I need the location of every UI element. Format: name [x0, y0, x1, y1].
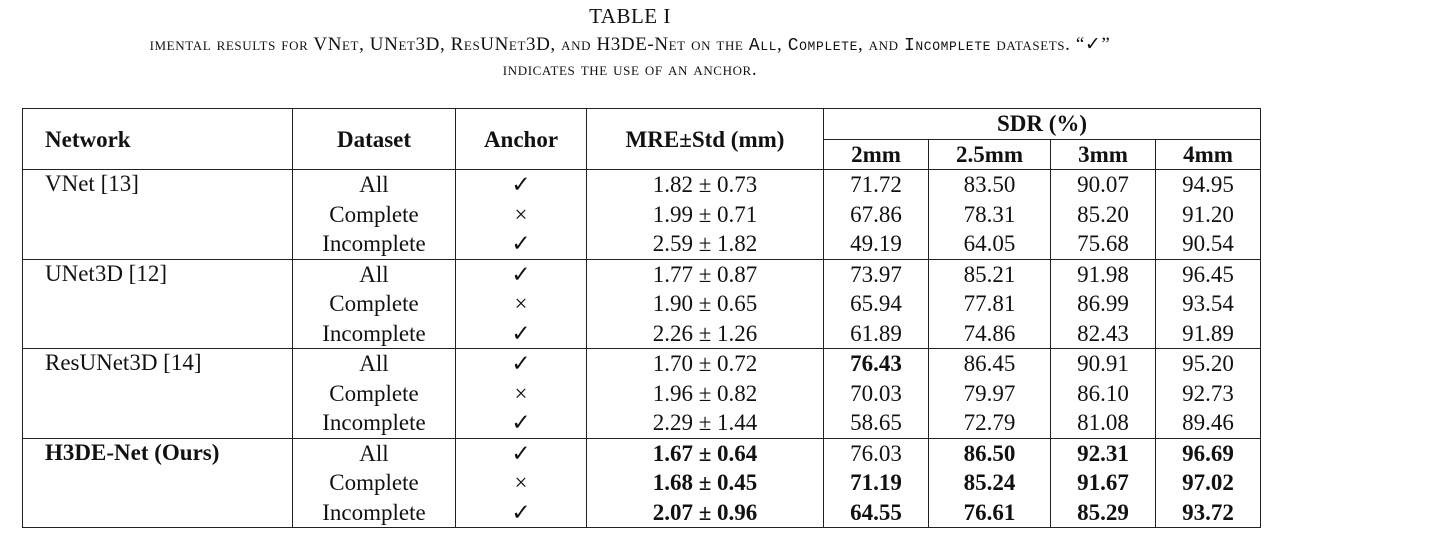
- table-row: [23, 259, 1261, 289]
- dataset-name-complete: Complete: [787, 36, 858, 56]
- sdr-cell: 71.19: [824, 468, 929, 498]
- sdr-cell: 86.99: [1051, 289, 1156, 319]
- sdr-cell: 78.31: [929, 200, 1051, 230]
- mre-cell: 1.77 ± 0.87: [587, 259, 824, 289]
- dataset-cell: All: [293, 170, 456, 200]
- header-sdr-2-5mm: 2.5mm: [929, 139, 1051, 170]
- sdr-cell: 86.50: [929, 438, 1051, 468]
- sdr-cell: 85.29: [1051, 498, 1156, 528]
- dataset-name-all: All: [748, 36, 778, 56]
- sdr-cell: 61.89: [824, 319, 929, 349]
- network-name: UNet3D [12]: [23, 259, 293, 349]
- sdr-cell: 94.95: [1156, 170, 1261, 200]
- table-row: [23, 170, 1261, 200]
- mre-cell: 1.67 ± 0.64: [587, 438, 824, 468]
- sdr-cell: 75.68: [1051, 229, 1156, 259]
- caption-line-1: [150, 33, 1111, 56]
- sdr-cell: 90.07: [1051, 170, 1156, 200]
- dataset-cell: All: [293, 349, 456, 379]
- sdr-cell: 77.81: [929, 289, 1051, 319]
- sdr-cell: 49.19: [824, 229, 929, 259]
- sdr-cell: 85.24: [929, 468, 1051, 498]
- anchor-cell: ✓: [456, 319, 587, 349]
- sdr-cell: 93.54: [1156, 289, 1261, 319]
- header-sdr: SDR (%): [824, 109, 1261, 140]
- caption-sep-2: , and: [857, 34, 904, 55]
- sdr-cell: 76.61: [929, 498, 1051, 528]
- sdr-cell: 64.55: [824, 498, 929, 528]
- header-dataset: Dataset: [293, 109, 456, 170]
- dataset-cell: Complete: [293, 468, 456, 498]
- sdr-cell: 76.03: [824, 438, 929, 468]
- mre-cell: 2.26 ± 1.26: [587, 319, 824, 349]
- sdr-cell: 76.43: [824, 349, 929, 379]
- sdr-cell: 91.67: [1051, 468, 1156, 498]
- sdr-cell: 97.02: [1156, 468, 1261, 498]
- table-body: [23, 170, 1261, 528]
- network-name: H3DE-Net (Ours): [23, 438, 293, 528]
- sdr-cell: 81.08: [1051, 408, 1156, 438]
- sdr-cell: 79.97: [929, 379, 1051, 409]
- sdr-cell: 86.10: [1051, 379, 1156, 409]
- table-row: [23, 349, 1261, 379]
- sdr-cell: 92.73: [1156, 379, 1261, 409]
- anchor-cell: ✓: [456, 498, 587, 528]
- caption-text-before: imental results for VNet, UNet3D, ResUNet3D, and H3DE-Net on the: [149, 34, 749, 55]
- network-name: ResUNet3D [14]: [23, 349, 293, 439]
- sdr-cell: 70.03: [824, 379, 929, 409]
- mre-cell: 1.70 ± 0.72: [587, 349, 824, 379]
- header-sdr-4mm: 4mm: [1156, 139, 1261, 170]
- results-table: [22, 108, 1261, 528]
- anchor-cell: ×: [456, 468, 587, 498]
- sdr-cell: 67.86: [824, 200, 929, 230]
- dataset-name-incomplete: Incomplete: [903, 36, 992, 56]
- sdr-cell: 83.50: [929, 170, 1051, 200]
- header-network: Network: [23, 109, 293, 170]
- mre-cell: 1.90 ± 0.65: [587, 289, 824, 319]
- mre-cell: 1.82 ± 0.73: [587, 170, 824, 200]
- header-anchor: Anchor: [456, 109, 587, 170]
- anchor-cell: ×: [456, 200, 587, 230]
- sdr-cell: 91.89: [1156, 319, 1261, 349]
- dataset-cell: Complete: [293, 379, 456, 409]
- anchor-cell: ✓: [456, 438, 587, 468]
- caption-line-2: indicates the use of an anchor.: [502, 59, 758, 80]
- anchor-cell: ✓: [456, 170, 587, 200]
- dataset-cell: Incomplete: [293, 229, 456, 259]
- mre-cell: 1.96 ± 0.82: [587, 379, 824, 409]
- anchor-cell: ✓: [456, 349, 587, 379]
- sdr-cell: 95.20: [1156, 349, 1261, 379]
- sdr-cell: 85.20: [1051, 200, 1156, 230]
- sdr-cell: 74.86: [929, 319, 1051, 349]
- sdr-cell: 89.46: [1156, 408, 1261, 438]
- sdr-cell: 73.97: [824, 259, 929, 289]
- network-name: VNet [13]: [23, 170, 293, 260]
- sdr-cell: 86.45: [929, 349, 1051, 379]
- anchor-cell: ×: [456, 289, 587, 319]
- dataset-cell: Incomplete: [293, 319, 456, 349]
- sdr-cell: 96.69: [1156, 438, 1261, 468]
- mre-cell: 2.29 ± 1.44: [587, 408, 824, 438]
- sdr-cell: 90.91: [1051, 349, 1156, 379]
- anchor-cell: ✓: [456, 259, 587, 289]
- table-row: [23, 438, 1261, 468]
- dataset-cell: Incomplete: [293, 498, 456, 528]
- caption-sep-1: ,: [777, 34, 788, 55]
- caption-text-after: datasets. “✓”: [991, 34, 1111, 55]
- header-row: [23, 109, 1261, 140]
- sdr-cell: 92.31: [1051, 438, 1156, 468]
- sdr-cell: 58.65: [824, 408, 929, 438]
- dataset-cell: All: [293, 438, 456, 468]
- sdr-cell: 93.72: [1156, 498, 1261, 528]
- anchor-cell: ×: [456, 379, 587, 409]
- sdr-cell: 96.45: [1156, 259, 1261, 289]
- dataset-cell: Complete: [293, 200, 456, 230]
- mre-cell: 2.59 ± 1.82: [587, 229, 824, 259]
- dataset-cell: Incomplete: [293, 408, 456, 438]
- sdr-cell: 72.79: [929, 408, 1051, 438]
- dataset-cell: All: [293, 259, 456, 289]
- sdr-cell: 90.54: [1156, 229, 1261, 259]
- sdr-cell: 85.21: [929, 259, 1051, 289]
- header-mre: MRE±Std (mm): [587, 109, 824, 170]
- sdr-cell: 65.94: [824, 289, 929, 319]
- header-sdr-2mm: 2mm: [824, 139, 929, 170]
- mre-cell: 1.99 ± 0.71: [587, 200, 824, 230]
- sdr-cell: 71.72: [824, 170, 929, 200]
- header-sdr-3mm: 3mm: [1051, 139, 1156, 170]
- table-title: TABLE I: [589, 4, 671, 28]
- mre-cell: 2.07 ± 0.96: [587, 498, 824, 528]
- sdr-cell: 82.43: [1051, 319, 1156, 349]
- sdr-cell: 91.20: [1156, 200, 1261, 230]
- anchor-cell: ✓: [456, 229, 587, 259]
- sdr-cell: 91.98: [1051, 259, 1156, 289]
- dataset-cell: Complete: [293, 289, 456, 319]
- mre-cell: 1.68 ± 0.45: [587, 468, 824, 498]
- anchor-cell: ✓: [456, 408, 587, 438]
- sdr-cell: 64.05: [929, 229, 1051, 259]
